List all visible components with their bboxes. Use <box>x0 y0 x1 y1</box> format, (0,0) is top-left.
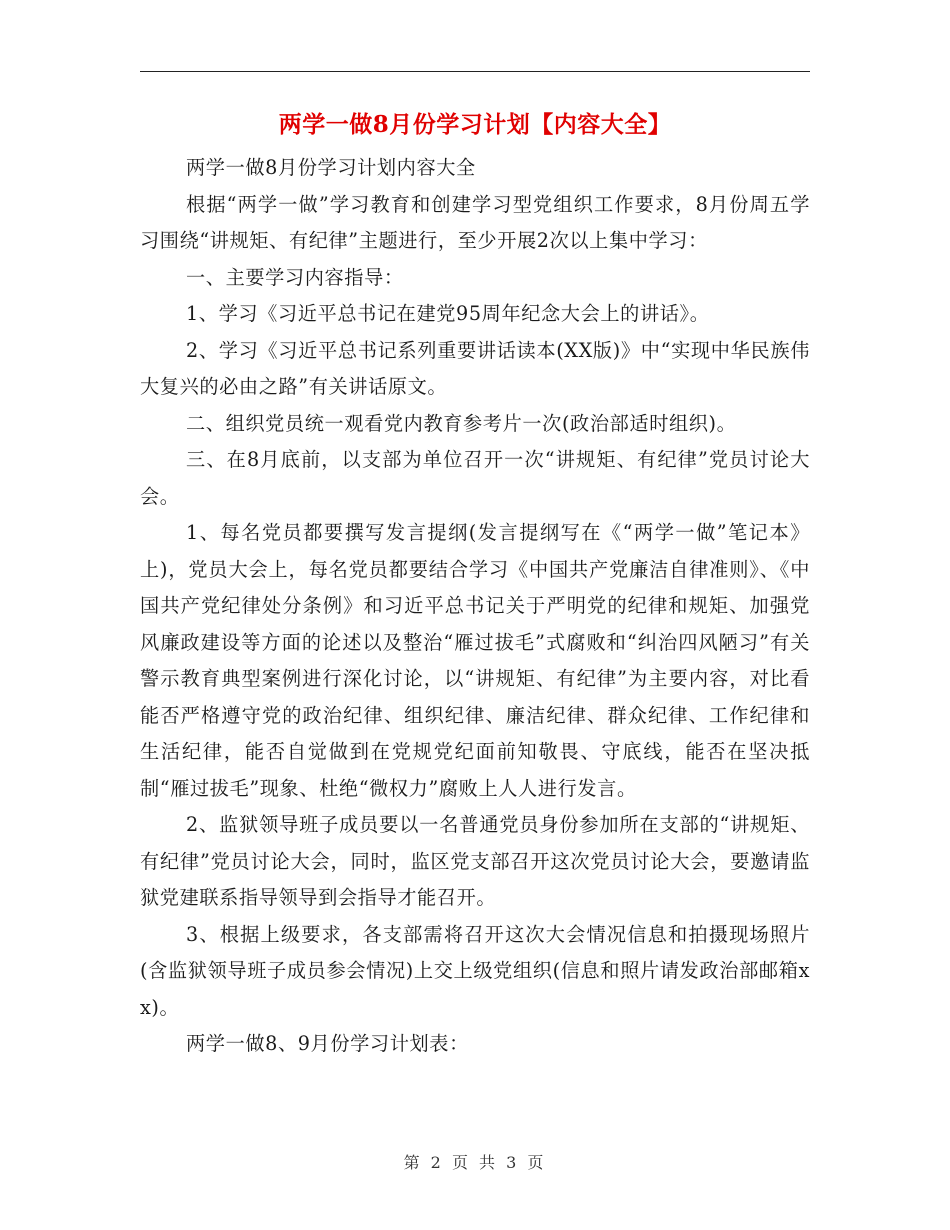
page-number: 第 2 页 共 3 页 <box>403 1153 547 1172</box>
document-body <box>140 150 810 1063</box>
paragraph-table-caption: 两学一做8、9月份学习计划表： <box>186 1032 469 1055</box>
paragraph-subtitle: 两学一做8月份学习计划内容大全 <box>186 156 476 179</box>
section-heading-1: 一、主要学习内容指导： <box>186 265 404 289</box>
list-item: 3、根据上级要求，各支部需将召开这次大会情况信息和拍摄现场照片(含监狱领导班子成员参会情况)上交上级党组织(信息和照片请发政治部邮箱xx)。 <box>140 922 810 1019</box>
list-item: 1、每名党员都要撰写发言提纲(发言提纲写在《“两学一做”笔记本》上)，党员大会上，每名党员都要结合学习《中国共产党廉洁自律准则》、《中国共产党纪律处分条例》和习近平总书记关于严明党的纪律和规矩、加强党风廉政建设等方面的论述以及整治“雁过拔毛”式腐败和“纠治四风陋习”有关警示教育典型案例进行深化讨论，以“讲规矩、有纪律”为主要内容，对比看能否严格遵守党的政治纪律、组织纪律、廉洁纪律、群众纪律、工作纪律和生活纪律，能否自觉做到在党规党纪面前知敬畏、守底线，能否在坚决抵制“雁过拔毛”现象、杜绝“微权力”腐败上人人进行发言。 <box>140 521 810 800</box>
section-heading-2: 二、组织党员统一观看党内教育参考片一次(政治部适时组织)。 <box>186 411 737 435</box>
document-title: 两学一做8月份学习计划【内容大全】 <box>278 111 672 138</box>
list-item: 1、学习《习近平总书记在建党95周年纪念大会上的讲话》。 <box>186 302 710 325</box>
header-rule <box>140 71 810 72</box>
list-item: 2、学习《习近平总书记系列重要讲话读本(XX版)》中“实现中华民族伟大复兴的必由之路”有关讲话原文。 <box>140 338 810 398</box>
paragraph-intro: 根据“两学一做”学习教育和创建学习型党组织工作要求，8月份周五学习围绕“讲规矩、有纪律”主题进行，至少开展2次以上集中学习： <box>140 192 810 252</box>
list-item: 2、监狱领导班子成员要以一名普通党员身份参加所在支部的“讲规矩、有纪律”党员讨论大会，同时，监区党支部召开这次党员讨论大会，要邀请监狱党建联系指导领导到会指导才能召开。 <box>140 813 810 909</box>
section-heading-3: 三、在8月底前，以支部为单位召开一次“讲规矩、有纪律”党员讨论大会。 <box>140 448 810 508</box>
